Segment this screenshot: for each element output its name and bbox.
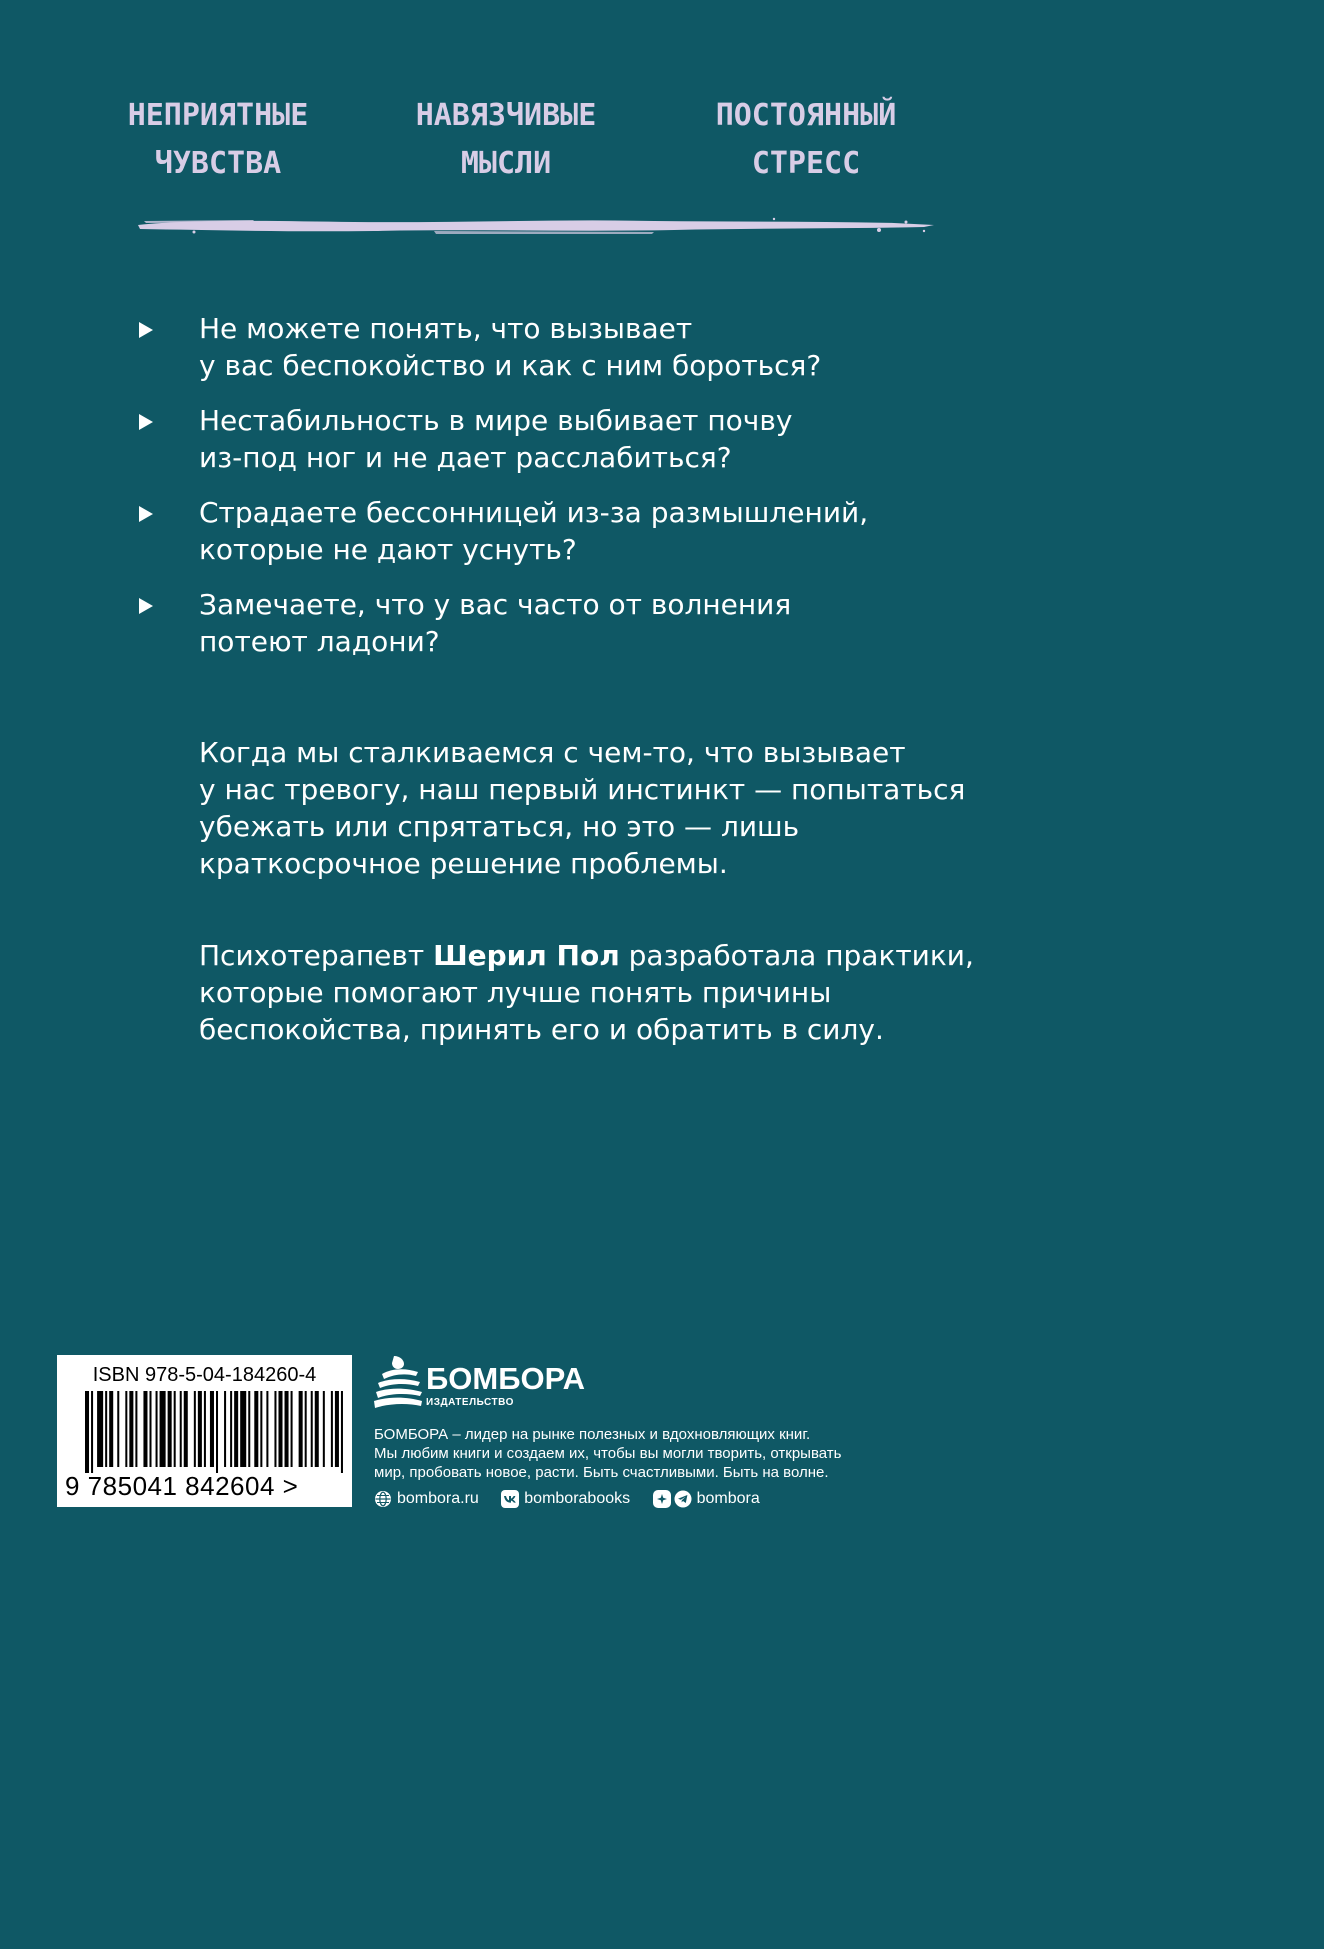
barcode-bar [198,1391,202,1467]
list-item [136,402,996,476]
paragraph-line: убежать или спрятаться, но это — лишь [199,810,800,843]
barcode-bar [135,1391,137,1467]
keyword-header [0,92,1065,202]
barcode-bar [278,1391,282,1467]
publisher-name: БОМБОРА [426,1361,585,1396]
barcode-bar [125,1391,127,1467]
barcode-bar [315,1391,319,1467]
barcode-bar [174,1391,176,1467]
blurb-line: мир, пробовать новое, расти. Быть счастливыми. Быть на волне. [374,1464,829,1481]
author-name: Шерил Пол [433,939,620,972]
barcode-bar [105,1391,107,1467]
website-link-label: bombora.ru [397,1490,479,1507]
plus-square-icon [653,1490,671,1508]
list-item [136,494,996,568]
barcode-bar [335,1391,339,1467]
paragraph-line: Когда мы сталкиваемся с чем-то, что вызывает [199,736,906,769]
triangle-bullet-icon [139,598,153,614]
paragraph-text: Психотерапевт [199,939,434,972]
barcode-bar [194,1391,196,1467]
vk-link-label: bomborabooks [524,1490,631,1507]
barcode-bar [341,1391,343,1473]
vk-link[interactable] [501,1488,630,1510]
website-link[interactable] [374,1488,479,1510]
barcode-bar [299,1391,303,1467]
barcode-bar [143,1391,147,1467]
author-paragraph [199,937,999,1048]
triangle-bullet-icon [139,506,153,522]
barcode-bar [184,1391,188,1467]
triangle-bullet-icon [139,414,153,430]
barcode-bar [240,1391,246,1467]
keyword-line: СТРЕСС [751,146,861,181]
barcode-bar [129,1391,133,1467]
barcode-bar [274,1391,276,1467]
barcode-bar [91,1391,93,1473]
list-item-line: Замечаете, что у вас часто от волнения [199,588,792,621]
publisher-block [374,1354,994,1514]
barcode-bar [224,1391,226,1467]
paragraph-line [199,937,999,974]
keyword-unpleasant-feelings [88,92,348,188]
paragraph-line: краткосрочное решение проблемы. [199,847,728,880]
globe-icon [374,1490,392,1508]
barcode-bar [248,1391,250,1467]
barcode-digits: 9 785041 842604 > [65,1471,299,1501]
keyword-line: ПОСТОЯННЫЙ [715,98,897,133]
barcode-bar [305,1391,307,1467]
barcode-bar [291,1391,293,1467]
barcode-bar [260,1391,262,1467]
barcode-bar [323,1391,325,1467]
blurb-line: БОМБОРА – лидер на рынке полезных и вдохновляющих книг. [374,1426,811,1443]
brush-stroke-divider [134,213,938,239]
bombora-logo-icon [374,1354,422,1410]
keyword-line: НЕПРИЯТНЫЕ [127,98,309,133]
barcode-bar [160,1391,166,1467]
list-item-line: Нестабильность в мире выбивает почву [199,404,793,437]
keyword-line: МЫСЛИ [460,146,552,181]
barcode-bar [85,1391,89,1473]
barcode-bars [85,1391,347,1473]
social-links [374,1488,778,1510]
barcode-bar [204,1391,206,1467]
barcode-bar [230,1391,232,1467]
keyword-line: НАВЯЗЧИВЫЕ [415,98,597,133]
keyword-obsessive-thoughts [376,92,636,188]
telegram-link-label: bombora [696,1490,760,1507]
paragraph-line: которые помогают лучше понять причины [199,976,832,1009]
barcode-bar [311,1391,313,1467]
paragraph-line: у нас тревогу, наш первый инстинкт — попытаться [199,773,966,806]
keyword-constant-stress [676,92,936,188]
isbn-label: ISBN 978-5-04-184260-4 [92,1364,317,1386]
barcode-bar [117,1391,119,1467]
list-item [136,310,996,384]
publisher-blurb [374,1425,994,1482]
question-list [136,310,996,678]
list-item-line: из-под ног и не дает расслабиться? [199,441,732,474]
barcode-bar [109,1391,113,1467]
vk-icon [501,1490,519,1508]
paragraph-line: беспокойства, принять его и обратить в силу. [199,1013,884,1046]
telegram-icon [674,1490,692,1508]
publisher-subtitle: ИЗДАТЕЛЬСТВО [426,1397,514,1408]
list-item-line: Не можете понять, что вызывает [199,312,693,345]
barcode-bar [285,1391,289,1467]
barcode-bar [234,1391,238,1467]
barcode-bar [97,1391,103,1467]
barcode-bar [180,1391,182,1467]
description-paragraph [199,734,999,882]
barcode-bar [210,1391,214,1467]
triangle-bullet-icon [139,322,153,338]
list-item [136,586,996,660]
keyword-line: ЧУВСТВА [154,146,282,181]
barcode-bar [216,1391,218,1473]
barcode-bar [156,1391,158,1467]
isbn-barcode [57,1355,352,1507]
list-item-line: которые не дают уснуть? [199,533,577,566]
barcode-bar [254,1391,258,1467]
barcode-bar [266,1391,268,1467]
telegram-link[interactable] [653,1488,760,1510]
list-item-line: Страдаете бессонницей из-за размышлений, [199,496,869,529]
barcode-bar [149,1391,151,1467]
barcode-bar [331,1391,333,1467]
paragraph-text: разработала практики, [619,939,974,972]
blurb-line: Мы любим книги и создаем их, чтобы вы могли творить, открывать [374,1445,842,1462]
list-item-line: у вас беспокойство и как с ним бороться? [199,349,822,382]
barcode-bar [168,1391,172,1467]
list-item-line: потеют ладони? [199,625,440,658]
